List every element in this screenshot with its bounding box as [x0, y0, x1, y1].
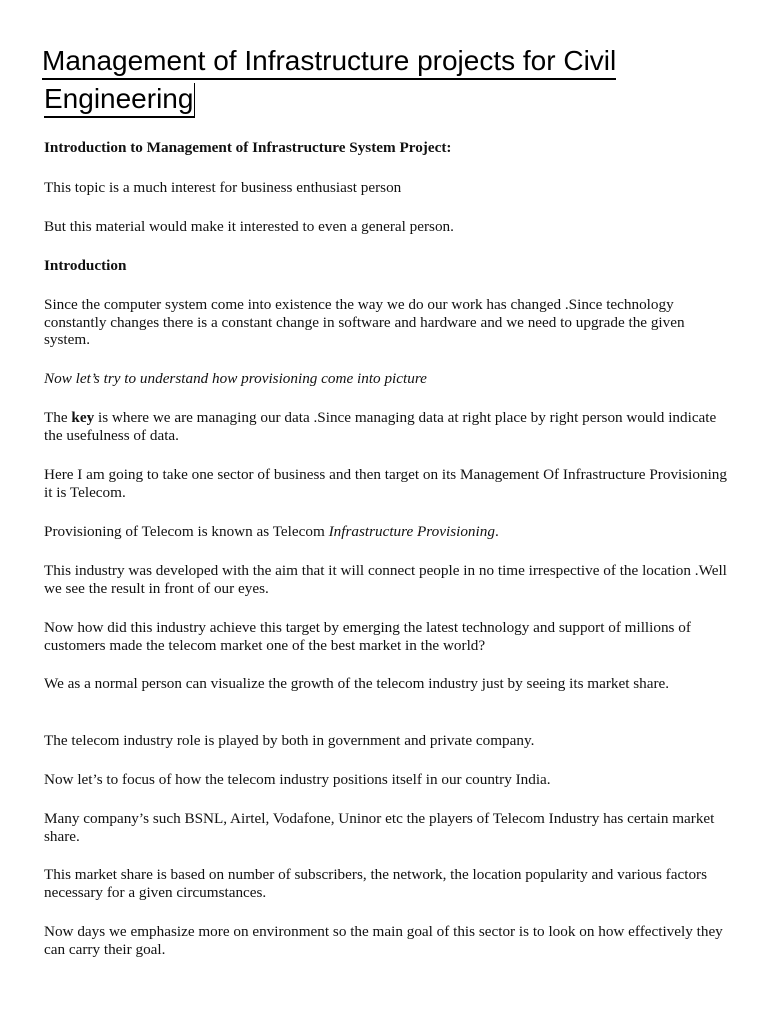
paragraph-environment: Now days we emphasize more on environment so the main goal of this sector is to look on how effectively they can carry their goal. — [44, 923, 723, 958]
heading-introduction: Introduction — [44, 257, 127, 274]
key-prefix: The — [44, 409, 72, 426]
paragraph-general: But this material would make it interested to even a general person. — [44, 218, 454, 235]
paragraph-industry-role: The telecom industry role is played by both in government and private company. — [44, 732, 535, 749]
paragraph-provisioning-question: Now let’s try to understand how provisioning come into picture — [44, 370, 427, 387]
document-title-line-1: Management of Infrastructure projects for Civil — [42, 45, 616, 80]
intro-heading: Introduction to Management of Infrastructure System Project: — [44, 139, 452, 156]
telecom-prefix: Provisioning of Telecom is known as Telecom — [44, 523, 329, 540]
paragraph-industry-achieve: Now how did this industry achieve this target by emerging the latest technology and support of millions of customers made the telecom market one of the best market in the world? — [44, 619, 691, 654]
paragraph-key — [44, 409, 734, 444]
paragraph-sector: Here I am going to take one sector of business and then target on its Management Of Infrastructure Provisioning it is Telecom. — [44, 466, 727, 501]
document-title-line-2: Engineering — [44, 83, 195, 118]
paragraph-industry-aim: This industry was developed with the aim that it will connect people in no time irrespective of the location .Well we see the result in front of our eyes. — [44, 562, 727, 597]
telecom-italic-term: Infrastructure Provisioning — [328, 523, 495, 540]
paragraph-computer-system: Since the computer system come into existence the way we do our work has changed .Since technology constantly changes there is a constant change in software and hardware and we need to upgrade the given system. — [44, 296, 685, 348]
telecom-suffix: . — [494, 523, 499, 540]
paragraph-companies: Many company’s such BSNL, Airtel, Vodafone, Uninor etc the players of Telecom Industry has certain market share. — [44, 810, 715, 845]
paragraph-visualize-growth: We as a normal person can visualize the growth of the telecom industry just by seeing its market share. — [44, 675, 670, 692]
paragraph-interest: This topic is a much interest for business enthusiast person — [44, 179, 402, 196]
key-rest: is where we are managing our data .Since managing data at right place by right person would indicate the usefulness of data. — [44, 409, 717, 444]
paragraph-focus-india: Now let’s to focus of how the telecom industry positions itself in our country India. — [44, 771, 551, 788]
key-bold-word: key — [71, 409, 95, 426]
paragraph-market-share: This market share is based on number of subscribers, the network, the location popularity and various factors necessary for a given circumstances. — [44, 866, 708, 901]
paragraph-telecom-provisioning — [44, 523, 734, 541]
